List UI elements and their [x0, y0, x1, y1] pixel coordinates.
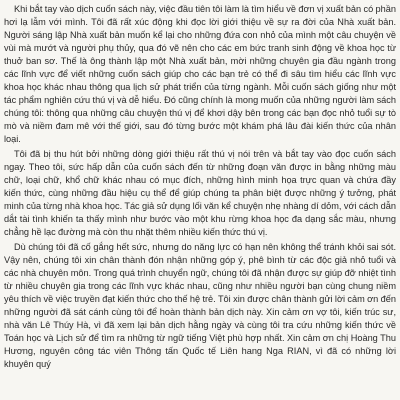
- paragraph-2: Tôi đã bị thu hút bởi những dòng giới thiệu rất thú vị nói trên và bắt tay vào đọc cuốn sách ngay. Theo tôi, sức hấp dẫn của cuốn sách đến từ những đoạn văn được in bằng những màu chữ, loại chữ, khổ chữ khác nhau có mục đích, những hình minh họa trực quan và chứa đầy kiến thức, cùng những đầu hiệu cụ thể để giúp chúng ta phân biệt được những ý tưởng, phát minh của từng nhà khoa học. Tác giả sử dụng lối văn kể chuyện nhẹ nhàng dí dỏm, với cách dẫn dắt tài tình khiến ta thấy mình như bước vào một khu rừng khoa học đa dạng sắc màu, nhưng chẳng hề lạc đường mà còn thu nhặt thêm nhiều kiến thức thú vị.: [4, 149, 396, 237]
- paragraph-1: Khi bắt tay vào dịch cuốn sách này, việc đầu tiên tôi làm là tìm hiểu về đơn vị xuất bản có phần hơi lạ lẫm với mình. Tôi đã rất xúc động khi đọc lời giới thiệu về sự ra đời của Nhà xuất bản. Người sáng lập Nhà xuất bản muốn kể lại cho những đứa con nhỏ của mình một câu chuyện về vùi mà mướt và người phụ thủy, qua đó vẽ nên cho các em bức tranh sinh động về khoa học từ thuở ban sơ. Thế là ông thành lập một Nhà xuất bản, mời những chuyên gia đầu ngành trong các lĩnh vực để viết những cuốn sách giúp cho các bạn trẻ có thể đi sâu tìm hiểu các lĩnh vực khoa học khác nhau thông qua lịch sử phát triển của từng ngành. Mỗi cuốn sách giống như một tác phẩm nghiên cứu thú vị và dễ hiểu. Đó cũng chính là mong muốn của những người làm sách chúng tôi: thông qua những câu chuyện thú vị để khơi dậy bên trong các bạn đọc nhỏ tuổi sự tò mò và niềm đam mê với thế giới, sau đó từng bước một khám phá lâu đài kiến thức của nhân loại.: [4, 4, 396, 144]
- paragraph-3: Dù chúng tôi đã cố gắng hết sức, nhưng do năng lực có hạn nên không thể tránh khỏi sai sót. Vậy nên, chúng tôi xin chân thành đón nhận những góp ý, phê bình từ các độc giả nhỏ tuổi và các nhà chuyên môn. Trong quá trình chuyển ngữ, chúng tôi đã nhận được sự giúp đỡ nhiệt tình từ nhiều chuyên gia trong các lĩnh vực khác nhau, cũng như nhiều người bạn cùng chung niềm yêu thích về việc truyền đạt kiến thức cho thế hệ trẻ. Tôi xin được chân thành gửi lời cảm ơn đến những người đã sát cánh cùng tôi để hoàn thành bản dịch này. Xin cảm ơn vợ tôi, kiến trúc sư, nhà văn Lê Thúy Hà, vì đã xem lại bản dịch hằng ngày và cùng tôi tra cứu những kiến thức về Toán học và Lịch sử để tìm ra những từ ngữ tiếng Việt phù hợp nhất. Xin cảm ơn chị Hoàng Thu Hương, nguyên công tác viên Thông tấn Quốc tế Liên hang Nga RIAN, vì đã có những lời khuyên quý: [4, 242, 396, 369]
